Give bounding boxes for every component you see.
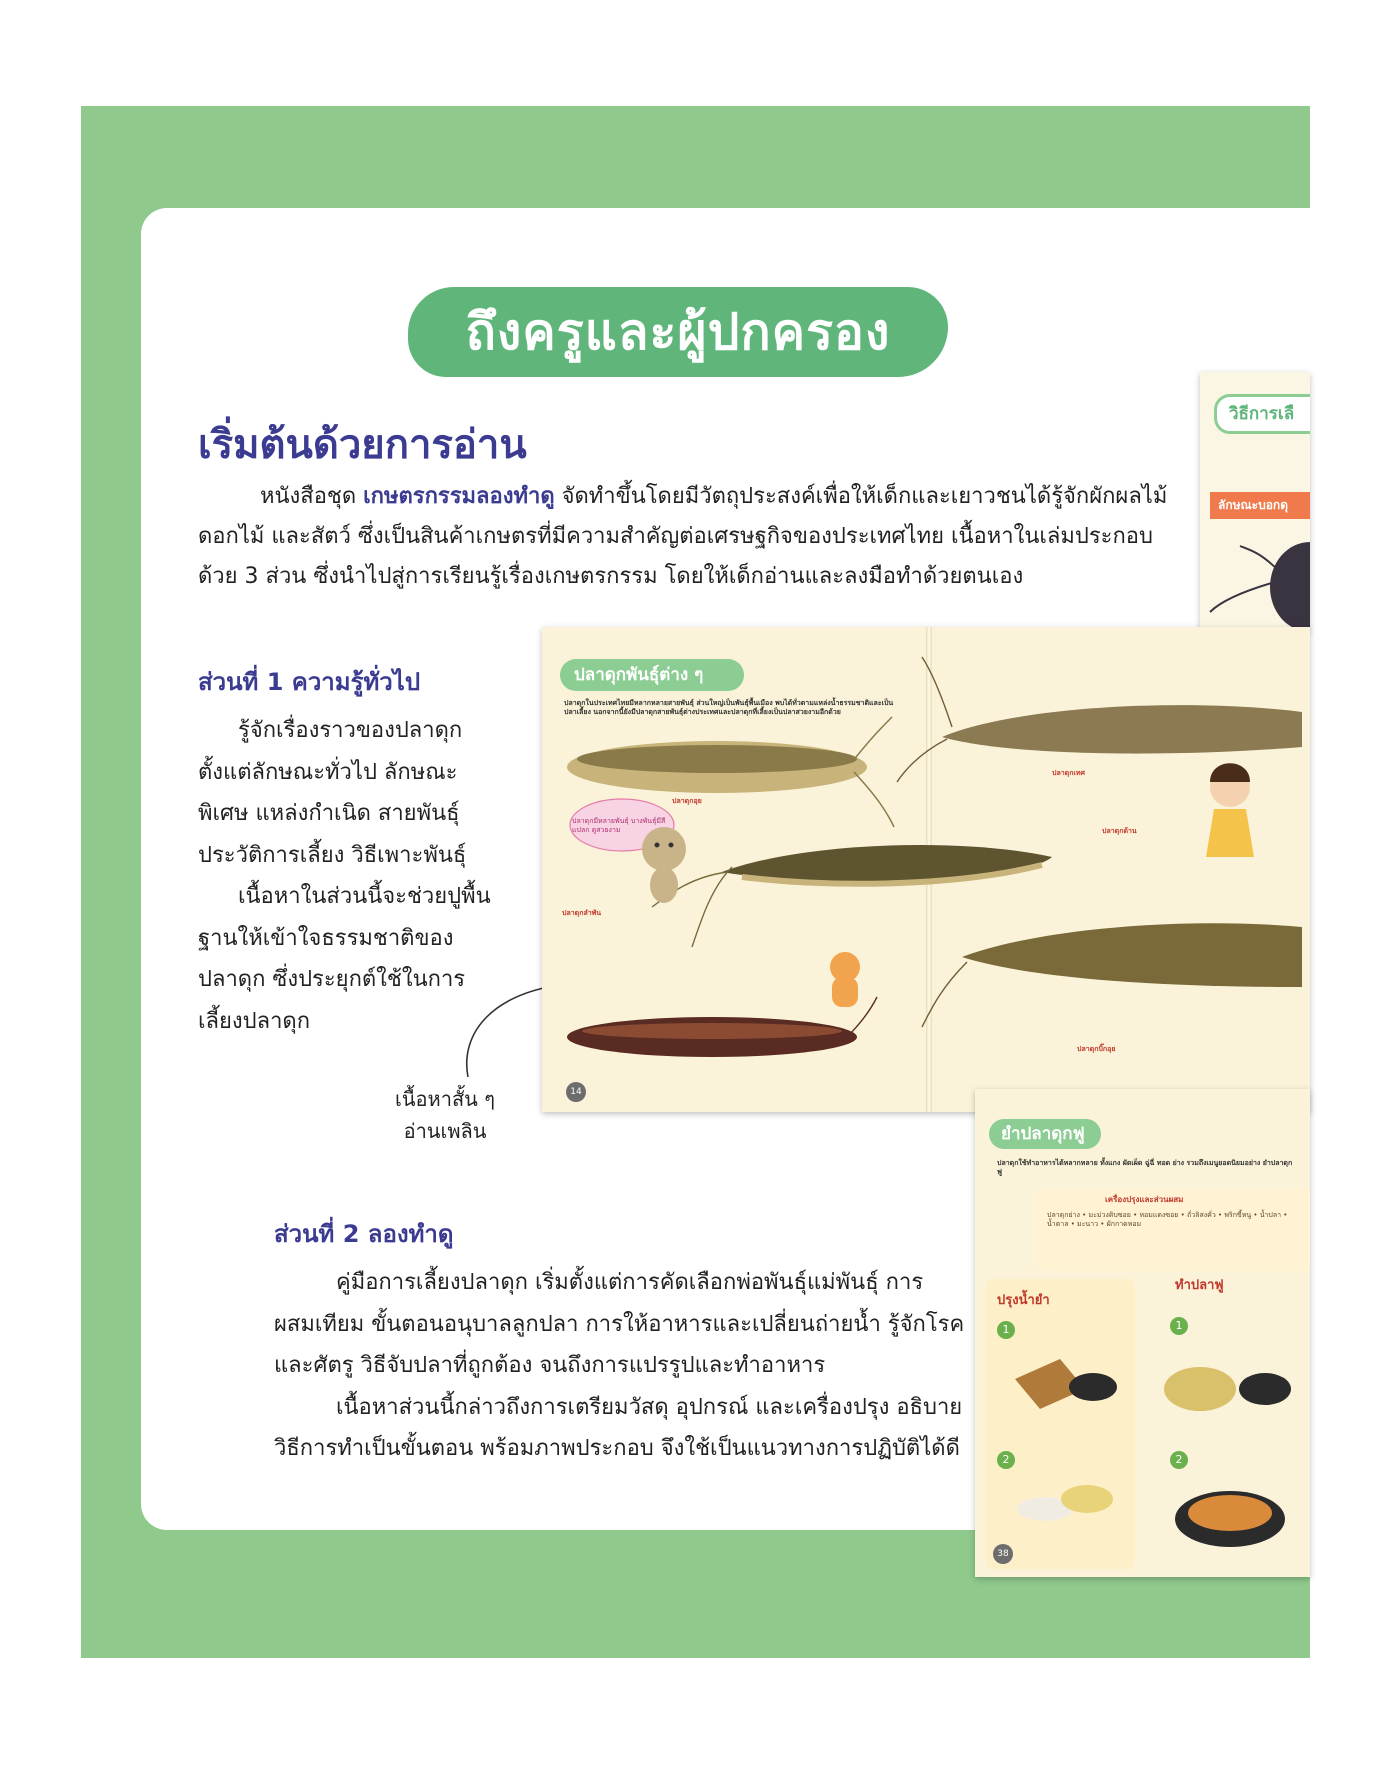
col1-title: ปรุงน้ำยำ <box>997 1293 1050 1308</box>
label-duk-lamphan: ปลาดุกลำพัน <box>562 909 602 917</box>
catfish-head-illustration <box>1200 542 1310 630</box>
page-title-banner <box>408 287 948 377</box>
page-title: ถึงครูและผู้ปกครอง <box>465 302 891 361</box>
label-duk-thet: ปลาดุกเทศ <box>1052 769 1085 777</box>
page-number-bottom: 38 <box>993 1544 1013 1564</box>
girl-illustration <box>1206 763 1254 857</box>
fish-duk-dan <box>652 845 1052 947</box>
book-thumbnail-bottom <box>975 1089 1310 1577</box>
fish-duk-big-uy <box>922 923 1302 1027</box>
ingredients-title: เครื่องปรุงและส่วนผสม <box>1105 1195 1184 1204</box>
section1-paragraph-1: รู้จักเรื่องราวของปลาดุก ตั้งแต่ลักษณะทั่วไป ลักษณะพิเศษ แหล่งกำเนิด สายพันธุ์ ประวัติการเลี้ยง วิธีเพาะพันธุ์ <box>198 718 467 868</box>
step-1-badge: 1 <box>997 1321 1015 1339</box>
label-duk-big-uy: ปลาดุกบิ๊กอุย <box>1077 1045 1116 1053</box>
fish-duk-lamphan <box>567 997 877 1057</box>
caption-line-2: อ่านเพลิน <box>403 1119 487 1143</box>
section2-title: ส่วนที่ 2 ลองทำดู <box>274 1220 454 1248</box>
thumb-top-bar: ลักษณะบอกดุ <box>1210 492 1310 519</box>
section1-body <box>198 710 493 1042</box>
intro-body: จัดทำขึ้นโดยมีวัตถุประสงค์เพื่อให้เด็กและเยาวชนได้รู้จักผักผลไม้ ดอกไม้ และสัตว์ ซึ่งเป็นสินค้าเกษตรที่มีความสำคัญต่อเศรษฐกิจของประเทศไทย เนื้อหาในเล่มประกอบด้วย 3 ส่วน ซึ่งนำไปสู่การเรียนรู้เรื่องเกษตรกรรม โดยให้เด็กอ่านและลงมือทำด้วยตนเอง <box>198 484 1168 589</box>
ingredients-text: ปลาดุกย่าง • มะม่วงดิบซอย • หอมแดงซอย • ถั่วลิสงคั่ว • พริกขี้หนู • น้ำปลา • น้ำตาล • มะนาว • ผักกาดหอม <box>1047 1211 1288 1228</box>
thumb-bottom-header: ยำปลาดุกฟู <box>989 1119 1101 1149</box>
step-1-badge-right: 1 <box>1170 1317 1188 1335</box>
label-duk-uy: ปลาดุกอุย <box>672 797 702 805</box>
series-name: เกษตรกรรมลองทำดู <box>363 484 555 509</box>
caption-line-1: เนื้อหาสั้น ๆ <box>395 1087 495 1111</box>
section1-paragraph-2: เนื้อหาในส่วนนี้จะช่วยปูพื้นฐานให้เข้าใจธรรมชาติของปลาดุก ซึ่งประยุกต์ใช้ในการเลี้ยงปลาดุก <box>198 884 491 1034</box>
intro-paragraph <box>198 477 1168 597</box>
thumb-main-intro: ปลาดุกในประเทศไทยมีหลากหลายสายพันธุ์ ส่วนใหญ่เป็นพันธุ์พื้นเมือง พบได้ทั่วตามแหล่งน้ำธรรมชาติและเป็นปลาเลี้ยง นอกจากนี้ยังมีปลาดุกสายพันธุ์ต่างประเทศและปลาดุกที่เลี้ยงเป็นปลาสวยงามอีกด้วย <box>564 699 894 716</box>
section2-body <box>274 1262 974 1470</box>
mascot-character <box>642 827 686 903</box>
thumb-top-header: วิธีการเลื <box>1214 394 1310 434</box>
intro-lead: หนังสือชุด <box>260 484 364 509</box>
section1-title: ส่วนที่ 1 ความรู้ทั่วไป <box>198 668 421 696</box>
speech-bubble-text: ปลาดุกมีหลายพันธุ์ บางพันธุ์มีสีแปลก ดูสวยงาม <box>572 817 666 834</box>
cooking-illustrations <box>975 1089 1310 1577</box>
thumb-main-header: ปลาดุกพันธุ์ต่าง ๆ <box>560 659 744 691</box>
step-2-badge-left: 2 <box>997 1451 1015 1469</box>
step-2-badge-right: 2 <box>1170 1451 1188 1469</box>
section2-paragraph-2: เนื้อหาส่วนนี้กล่าวถึงการเตรียมวัสดุ อุปกรณ์ และเครื่องปรุง อธิบายวิธีการทำเป็นขั้นตอน พร้อมภาพประกอบ จึงใช้เป็นแนวทางการปฏิบัติได้ดี <box>274 1394 963 1461</box>
fish-duk-thet <box>897 657 1302 782</box>
section2-paragraph-1: คู่มือการเลี้ยงปลาดุก เริ่มตั้งแต่การคัดเลือกพ่อพันธุ์แม่พันธุ์ การผสมเทียม ขั้นตอนอนุบาลลูกปลา การให้อาหารและเปลี่ยนถ่ายน้ำ รู้จักโรคและศัตรู วิธีจับปลาที่ถูกต้อง จนถึงการแปรรูปและทำอาหาร <box>274 1270 965 1378</box>
thumb-bottom-intro: ปลาดุกใช้ทำอาหารได้หลากหลาย ทั้งแกง ผัดเผ็ด ฉู่ฉี่ ทอด ย่าง รวมถึงเมนูยอดนิยมอย่าง ยำปลาดุกฟู <box>997 1159 1293 1176</box>
book-thumbnail-top <box>1200 372 1310 630</box>
kitten-illustration <box>830 952 860 1007</box>
page-number-main: 14 <box>566 1082 586 1102</box>
callout-caption <box>360 1083 530 1147</box>
book-thumbnail-main <box>542 627 1310 1112</box>
intro-heading: เริ่มต้นด้วยการอ่าน <box>198 422 527 468</box>
col2-title: ทำปลาฟู <box>1175 1278 1224 1293</box>
label-duk-dan: ปลาดุกด้าน <box>1102 827 1137 835</box>
catfish-illustrations <box>542 627 1310 1112</box>
